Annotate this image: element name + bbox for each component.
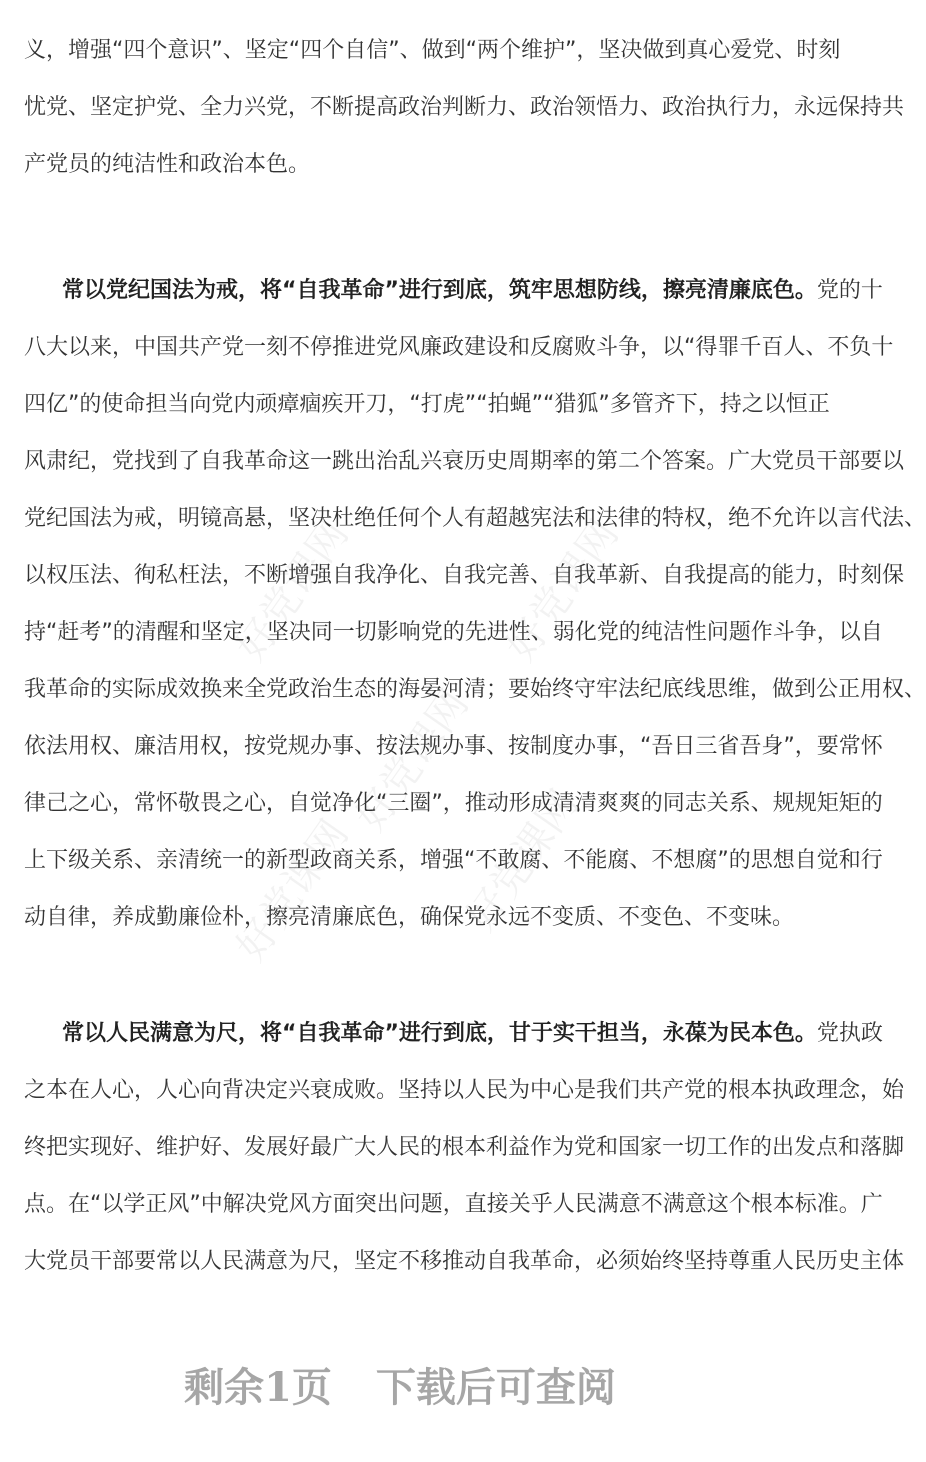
text-line bbox=[24, 1005, 883, 1062]
text-line bbox=[24, 1119, 905, 1176]
line-text: 四亿”的使命担当向党内顽瘴痼疾开刀，“打虎”“拍蝇”“猎狐”多管齐下，持之以恒正 bbox=[24, 392, 830, 417]
watermark: 好党课网 bbox=[228, 511, 358, 670]
watermark: 好党课网 bbox=[498, 511, 628, 670]
text-line bbox=[24, 718, 883, 775]
line-text: 之本在人心，人心向背决定兴衰成败。坚持以人民为中心是我们共产党的根本执政理念，始 bbox=[24, 1078, 905, 1103]
watermark: 好党课网 bbox=[458, 781, 588, 940]
text-line bbox=[24, 376, 830, 433]
remaining-pages-label: 剩余1页 bbox=[184, 1364, 332, 1411]
line-text: 党纪国法为戒，明镜高悬，坚决杜绝任何个人有超越宪法和法律的特权，绝不允许以言代法、 bbox=[24, 506, 926, 531]
text-line bbox=[24, 889, 795, 946]
text-line bbox=[24, 775, 883, 832]
watermark: 好党课网 bbox=[228, 811, 358, 970]
text-line bbox=[24, 1062, 905, 1119]
line-text: 我革命的实际成效换来全党政治生态的海晏河清；要始终守牢法纪底线思维，做到公正用权、 bbox=[24, 677, 926, 702]
line-text: 律己之心，常怀敬畏之心，自觉净化“三圈”，推动形成清清爽爽的同志关系、规规矩矩的 bbox=[24, 791, 883, 816]
text-line bbox=[24, 490, 926, 547]
line-text: 产党员的纯洁性和政治本色。 bbox=[24, 152, 311, 177]
line-text: 风肃纪，党找到了自我革命这一跳出治乱兴衰历史周期率的第二个答案。广大党员干部要以 bbox=[24, 449, 905, 474]
text-line bbox=[24, 661, 926, 718]
line-text: 上下级关系、亲清统一的新型政商关系，增强“不敢腐、不能腐、不想腐”的思想自觉和行 bbox=[24, 848, 883, 873]
paragraph-3 bbox=[24, 1005, 905, 1290]
paragraph-2 bbox=[24, 262, 926, 946]
text-line bbox=[24, 319, 894, 376]
paragraph-lead-bold: 常以党纪国法为戒，将“自我革命”进行到底，筑牢思想防线，擦亮清廉底色。 bbox=[62, 278, 817, 303]
line-text: 忧党、坚定护党、全力兴党，不断提高政治判断力、政治领悟力、政治执行力，永远保持共 bbox=[24, 95, 905, 120]
text-line bbox=[24, 136, 776, 193]
text-line bbox=[24, 1233, 905, 1290]
watermark: 好党课网 bbox=[348, 681, 478, 840]
text-line bbox=[24, 262, 883, 319]
paragraph-lead-bold: 常以人民满意为尺，将“自我革命”进行到底，甘于实干担当，永葆为民本色。 bbox=[62, 1021, 817, 1046]
line-text: 持“赶考”的清醒和坚定，坚决同一切影响党的先进性、弱化党的纯洁性问题作斗争，以自 bbox=[24, 620, 883, 645]
line-text: 党的十 bbox=[816, 278, 883, 303]
text-line bbox=[24, 547, 905, 604]
line-text: 以权压法、徇私枉法，不断增强自我净化、自我完善、自我革新、自我提高的能力，时刻保 bbox=[24, 563, 905, 588]
text-line bbox=[24, 604, 883, 661]
download-prompt[interactable] bbox=[0, 1356, 800, 1413]
text-line bbox=[24, 832, 883, 889]
text-line bbox=[24, 433, 905, 490]
line-text: 终把实现好、维护好、发展好最广大人民的根本利益作为党和国家一切工作的出发点和落脚 bbox=[24, 1135, 905, 1160]
line-text: 义，增强“四个意识”、坚定“四个自信”、做到“两个维护”，坚决做到真心爱党、时刻 bbox=[24, 38, 841, 63]
line-text: 依法用权、廉洁用权，按党规办事、按法规办事、按制度办事，“吾日三省吾身”，要常怀 bbox=[24, 734, 883, 759]
download-to-view-label: 下载后可查阅 bbox=[375, 1364, 616, 1411]
line-text: 点。在“以学正风”中解决党风方面突出问题，直接关乎人民满意不满意这个根本标准。广 bbox=[24, 1192, 883, 1217]
line-text: 八大以来，中国共产党一刻不停推进党风廉政建设和反腐败斗争，以“得罪千百人、不负十 bbox=[24, 335, 894, 360]
line-text: 大党员干部要常以人民满意为尺，坚定不移推动自我革命，必须始终坚持尊重人民历史主体 bbox=[24, 1249, 905, 1274]
text-line bbox=[24, 22, 841, 79]
paragraph-1 bbox=[24, 22, 905, 193]
text-line bbox=[24, 79, 905, 136]
text-line bbox=[24, 1176, 883, 1233]
line-text: 动自律，养成勤廉俭朴，擦亮清廉底色，确保党永远不变质、不变色、不变味。 bbox=[24, 905, 795, 930]
line-text: 党执政 bbox=[816, 1021, 883, 1046]
